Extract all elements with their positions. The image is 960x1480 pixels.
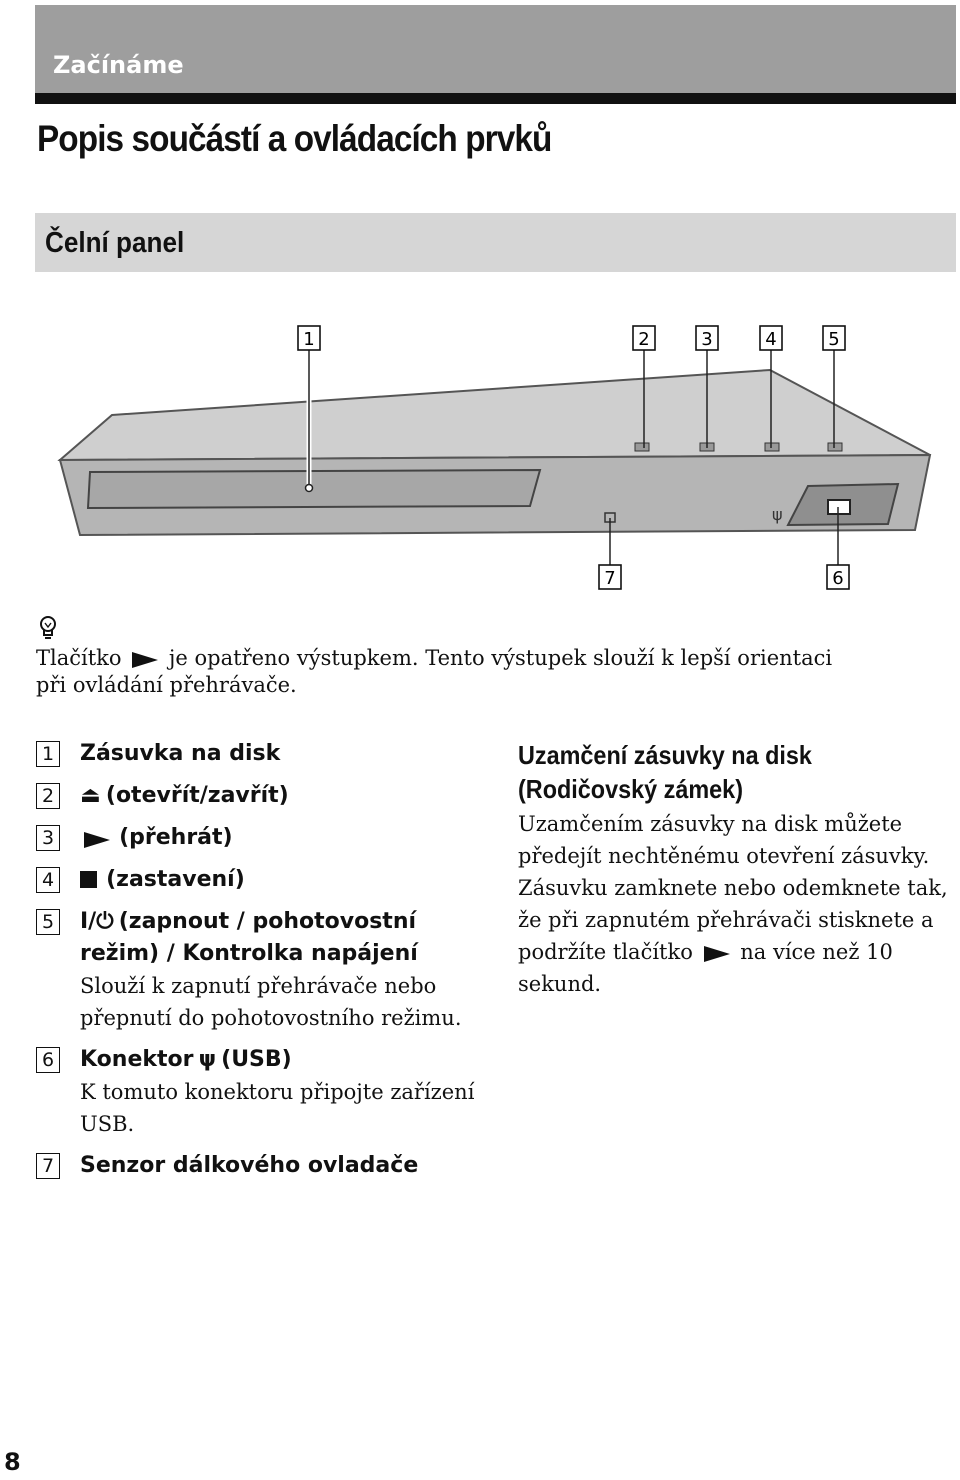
page-title: Popis součástí a ovládacích prvků	[37, 118, 552, 159]
item-label-prefix: Konektor	[80, 1047, 194, 1072]
item-number: 1	[36, 741, 60, 767]
item-label: (otevřít/zavřít)	[105, 783, 289, 808]
item-number: 3	[36, 825, 60, 851]
eject-icon: ⏏	[80, 783, 101, 808]
callout-4: 4	[765, 329, 777, 350]
stop-button-shape	[765, 443, 779, 451]
tip-after: je opatřeno výstupkem. Tento výstupek slouží k lepší orientaci při ovládání přehrávače.	[36, 646, 833, 697]
parental-lock-text-2: na více než 10 sekund.	[518, 940, 893, 996]
usb-port	[828, 500, 850, 514]
item-number: 7	[36, 1153, 60, 1179]
item-number: 6	[36, 1047, 60, 1073]
parental-lock-heading: Uzamčení zásuvky na disk (Rodičovský zámek)	[518, 740, 812, 804]
item-number: 2	[36, 783, 60, 809]
list-item	[36, 780, 486, 812]
usb-icon: ψ	[198, 1047, 217, 1072]
play-icon	[84, 832, 110, 848]
tip-text	[36, 645, 836, 699]
parts-list	[36, 738, 486, 1192]
section-header	[35, 213, 956, 272]
callout-3: 3	[701, 329, 713, 350]
list-item	[36, 906, 486, 1034]
callout-1: 1	[303, 329, 315, 350]
play-icon	[704, 946, 730, 962]
section-title: Čelní panel	[45, 227, 185, 259]
callout-7: 7	[604, 568, 616, 589]
item-number: 5	[36, 909, 60, 935]
item-label: Senzor dálkového ovladače	[80, 1153, 419, 1178]
player-top-surface	[60, 370, 930, 460]
front-panel-diagram	[50, 320, 940, 600]
callout-2: 2	[638, 329, 650, 350]
power-icon: I/⏻	[80, 909, 114, 934]
parental-lock-text	[518, 808, 958, 1000]
list-item	[36, 822, 486, 854]
page-number: 8	[4, 1448, 21, 1476]
callout-5: 5	[828, 329, 840, 350]
play-icon	[132, 652, 158, 668]
chapter-header	[35, 5, 956, 93]
lightbulb-icon	[36, 614, 60, 642]
power-button-shape	[828, 443, 842, 451]
list-item	[36, 738, 486, 770]
chapter-title: Začínáme	[53, 51, 184, 79]
item-number: 4	[36, 867, 60, 893]
item-label: Zásuvka na disk	[80, 741, 281, 766]
eject-button-shape	[635, 443, 649, 451]
item-description: Slouží k zapnutí přehrávače nebo přepnutí do pohotovostního režimu.	[80, 974, 462, 1030]
item-label: (zastavení)	[106, 867, 245, 892]
stop-icon	[80, 871, 97, 888]
item-description: K tomuto konektoru připojte zařízení USB.	[80, 1080, 475, 1136]
item-label: (zapnout / pohotovostní režim) / Kontrolka napájení	[80, 909, 418, 966]
parental-lock-section	[518, 738, 958, 1000]
list-item	[36, 1150, 486, 1182]
header-rule	[35, 93, 956, 104]
item-label: (přehrát)	[119, 825, 233, 850]
list-item	[36, 864, 486, 896]
tip-before: Tlačítko	[36, 646, 122, 670]
parental-lock-text-1: Uzamčením zásuvky na disk můžete předejít nechtěnému otevření zásuvky. Zásuvku zamknete nebo odemknete tak, že při zapnutém přehrávači stisknete a podržíte tlačítko	[518, 812, 948, 964]
disc-tray	[88, 470, 540, 508]
list-item	[36, 1044, 486, 1140]
callout-6: 6	[832, 568, 844, 589]
usb-icon: ψ	[772, 505, 783, 524]
item-label: (USB)	[221, 1047, 292, 1072]
